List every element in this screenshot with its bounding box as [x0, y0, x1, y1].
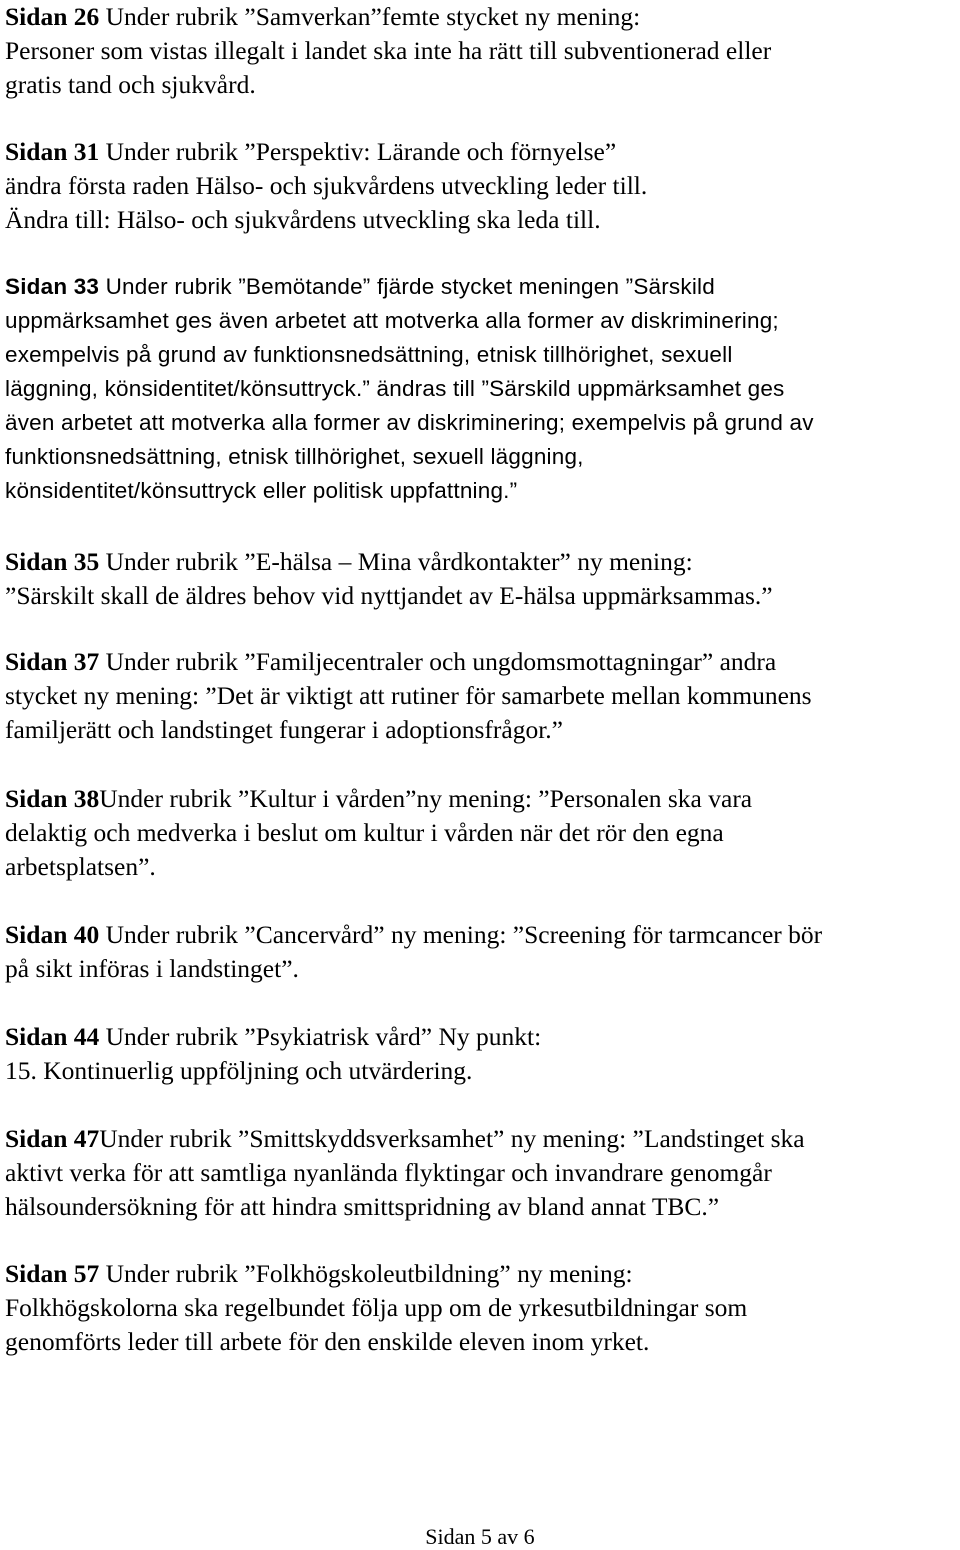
entry-line [5, 1257, 747, 1291]
amendment-sidan-47 [5, 1122, 805, 1224]
entry-text: Under rubrik ”Samverkan”femte stycket ny mening: [99, 2, 641, 31]
page-reference: Sidan 57 [5, 1259, 100, 1288]
entry-line: funktionsnedsättning, etnisk tillhörighet, sexuell läggning, [5, 444, 584, 469]
amendment-sidan-35 [5, 545, 773, 613]
entry-line: Personer som vistas illegalt i landet ska inte ha rätt till subventionerad eller [5, 36, 772, 65]
entry-text: Under rubrik ”Perspektiv: Lärande och förnyelse” [99, 137, 617, 166]
entry-line: uppmärksamhet ges även arbetet att motverka alla former av diskriminering; [5, 308, 779, 333]
amendment-sidan-33 [5, 270, 814, 508]
amendment-sidan-38 [5, 782, 752, 884]
entry-line: Folkhögskolorna ska regelbundet följa upp om de yrkesutbildningar som [5, 1293, 748, 1322]
entry-line [5, 0, 771, 34]
entry-text: Under rubrik ”E-hälsa – Mina vårdkontakter” ny mening: [99, 547, 693, 576]
entry-line: familjerätt och landstinget fungerar i adoptionsfrågor.” [5, 715, 563, 744]
amendment-sidan-44 [5, 1020, 541, 1088]
page-footer [0, 1525, 960, 1549]
entry-text: Under rubrik ”Bemötande” fjärde stycket meningen ”Särskild [99, 274, 715, 299]
page-reference: Sidan 33 [5, 274, 100, 299]
entry-line: även arbetet att motverka alla former av diskriminering; exempelvis på grund av [5, 410, 814, 435]
entry-line [5, 270, 814, 304]
entry-line: stycket ny mening: ”Det är viktigt att rutiner för samarbete mellan kommunens [5, 681, 812, 710]
page-reference: Sidan 38 [5, 784, 100, 813]
entry-line: på sikt införas i landstinget”. [5, 954, 299, 983]
entry-line [5, 782, 752, 816]
page-reference: Sidan 40 [5, 920, 100, 949]
entry-line: delaktig och medverka i beslut om kultur i vården när det rör den egna [5, 818, 724, 847]
page-reference: Sidan 44 [5, 1022, 100, 1051]
entry-line [5, 1122, 805, 1156]
entry-text: Under rubrik ”Folkhögskoleutbildning” ny mening: [99, 1259, 633, 1288]
entry-line [5, 1020, 541, 1054]
entry-text: Under rubrik ”Familjecentraler och ungdomsmottagningar” andra [99, 647, 777, 676]
entry-text: Under rubrik ”Smittskyddsverksamhet” ny mening: ”Landstinget ska [99, 1124, 805, 1153]
entry-line: ”Särskilt skall de äldres behov vid nyttjandet av E-hälsa uppmärksammas.” [5, 581, 773, 610]
page-reference: Sidan 35 [5, 547, 100, 576]
entry-text: Under rubrik ”Psykiatrisk vård” Ny punkt: [99, 1022, 542, 1051]
amendment-sidan-26 [5, 0, 771, 102]
page-reference: Sidan 31 [5, 137, 100, 166]
page-number: Sidan 5 av 6 [425, 1524, 535, 1549]
entry-line [5, 645, 812, 679]
amendment-sidan-37 [5, 645, 812, 747]
entry-line: hälsoundersökning för att hindra smittspridning av bland annat TBC.” [5, 1192, 720, 1221]
entry-line [5, 135, 647, 169]
entry-line: Ändra till: Hälso- och sjukvårdens utveckling ska leda till. [5, 205, 601, 234]
amendment-sidan-31 [5, 135, 647, 237]
entry-line [5, 545, 773, 579]
amendment-sidan-57 [5, 1257, 747, 1359]
entry-line: arbetsplatsen”. [5, 852, 156, 881]
page-reference: Sidan 47 [5, 1124, 100, 1153]
entry-line: 15. Kontinuerlig uppföljning och utvärdering. [5, 1056, 473, 1085]
entry-line: gratis tand och sjukvård. [5, 70, 256, 99]
entry-line: genomförts leder till arbete för den enskilde eleven inom yrket. [5, 1327, 650, 1356]
entry-line [5, 918, 822, 952]
entry-line: aktivt verka för att samtliga nyanlända flyktingar och invandrare genomgår [5, 1158, 772, 1187]
entry-text: Under rubrik ”Kultur i vården”ny mening: ”Personalen ska vara [99, 784, 753, 813]
amendment-sidan-40 [5, 918, 822, 986]
entry-text: Under rubrik ”Cancervård” ny mening: ”Screening för tarmcancer bör [99, 920, 823, 949]
page-reference: Sidan 26 [5, 2, 100, 31]
page-reference: Sidan 37 [5, 647, 100, 676]
entry-line: ändra första raden Hälso- och sjukvårdens utveckling leder till. [5, 171, 648, 200]
entry-line: könsidentitet/könsuttryck eller politisk uppfattning.” [5, 478, 518, 503]
entry-line: exempelvis på grund av funktionsnedsättning, etnisk tillhörighet, sexuell [5, 342, 733, 367]
entry-line: läggning, könsidentitet/könsuttryck.” ändras till ”Särskild uppmärksamhet ges [5, 376, 785, 401]
